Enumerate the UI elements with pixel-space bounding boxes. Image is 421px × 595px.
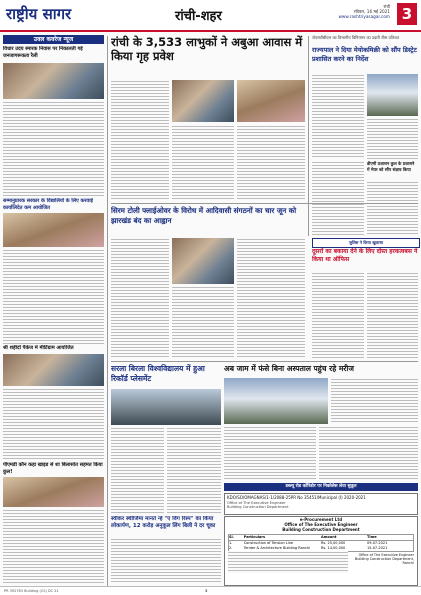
table-cell: Tender & Architecture Building Ranchi — [243, 546, 311, 551]
th-particulars: Particulars — [244, 535, 321, 541]
ad-title: Office of The Executive Engineer Building Construction Department — [227, 501, 289, 510]
lead-body-col1 — [111, 80, 169, 200]
lower-right-body-b — [224, 426, 316, 481]
date-line — [318, 4, 390, 19]
date-text: रांची रविवार, 16 मई 2021 — [353, 4, 390, 14]
column-divider — [107, 36, 108, 586]
printer-line: PR 392763 Building (CS) DC 21 — [4, 589, 59, 593]
left-story4-body — [3, 509, 104, 584]
table-cell: Rs. 14,00,000 — [320, 546, 346, 551]
section-title: रांची-शहर — [175, 9, 222, 24]
left-band: उवल कवरेज न्यूज — [3, 35, 104, 44]
lead-body-col3 — [237, 125, 305, 200]
th-sl: Sl. — [229, 535, 244, 541]
photo-university — [111, 389, 221, 425]
table-cell: 15-07-2021 — [366, 546, 388, 551]
section-rule — [111, 361, 418, 362]
middle-right-label: जुलिस ने किया खुलासा — [312, 238, 420, 248]
middle-body-col2 — [172, 286, 234, 358]
right-story2-headline: डीएमी प्रशासन कुल के प्रशासने में मेयर को सौंप संज्ञाव किया — [367, 161, 415, 172]
photo-rally — [3, 63, 104, 99]
left-story3-body — [3, 388, 104, 460]
table-cell: 09-07-2021 — [366, 541, 388, 546]
lead-headline: रांची के 3,533 लाभुकों ने अबुआ आवास में किया गृह प्रवेश — [111, 35, 303, 63]
photo-protest — [172, 238, 234, 284]
lower-bottom-headline: स्वीकर स्थीजिमा मानते न्हे "ए विंग रिस्प" का किया लोकार्पण, 12 करोड़ अनुकूल लिंग बिली ने दर चूका — [111, 516, 216, 529]
th-time: Time — [367, 535, 413, 541]
section-rule — [111, 203, 418, 204]
tender-notice — [224, 516, 418, 586]
right-story1-headline: राज्यपाल ने दिया मेयोकमिक्री को सौंप डिस्ट्रेट प्रशासित करने का निर्देश — [312, 46, 417, 63]
th-amount: Amount — [321, 535, 367, 541]
masthead — [0, 0, 421, 32]
middle-headline: सिरम टोली फ्लाईओवर के विरोध में आदिवासी संगठनों का चार जून को झारखंड बंद का आह्वान — [111, 206, 297, 225]
photo-road — [224, 378, 328, 424]
right-story2-body — [367, 181, 418, 236]
tender-ref: KDO/SO/OMAGNAS/1-1/2088-25PR No 35451/Municipal (I) 2020-2021 — [227, 495, 366, 500]
middle-body-col1 — [111, 238, 169, 358]
table-cell: 2. — [229, 546, 233, 551]
brand-logo: राष्ट्रीय सागर — [6, 5, 72, 23]
left-story3-headline: श्री शहीदों पैकेज में मीटिंग्राम आयोजित — [3, 345, 74, 351]
public-notice — [224, 493, 418, 515]
tender-body — [228, 551, 348, 573]
lower-left-body-b — [167, 427, 221, 514]
photo-group — [3, 477, 104, 507]
middle-body-col3 — [237, 238, 305, 358]
photo-governor — [367, 74, 418, 116]
middle-right-body-b — [367, 272, 418, 358]
table-cell: Construction of Tension Line — [243, 541, 294, 546]
tender-signoff: Office of The Executive Engineer Building Construction Department, Ranchi — [354, 553, 414, 566]
middle-right-headline: दूसरों का बकाया देने के लिए दोस्त हरकत्वबस ने किया था ऑफिस — [312, 248, 418, 263]
right-top-text: जेएसटीबीएल का विभागीय विनियमन का उदारी तीस प्रतिशत — [312, 35, 400, 40]
table-cell: Rs. 25,00,000 — [320, 541, 346, 546]
left-story2-body — [3, 249, 104, 344]
left-story4-headline: पीएमडी कौन कहा खाइड से शा बिलासोत सहमत किया कुल! — [3, 462, 103, 475]
lower-left-headline: सरला बिरला विश्वविद्यालय में हुआ रिकॉर्ड प्लेसमेंट — [111, 364, 205, 383]
photo-lead-1 — [172, 80, 234, 122]
footer-page-marker: 3 — [205, 589, 208, 593]
tender-table — [228, 534, 414, 552]
table-cell: 1. — [229, 541, 233, 546]
photo-event — [3, 213, 104, 247]
lower-right-body-a — [331, 378, 418, 424]
footer — [0, 586, 421, 595]
column-divider — [308, 36, 309, 236]
lower-right-headline: अब जाम में फंसे बिना अस्पताल पहुंच रहे मरीज — [224, 364, 354, 373]
lead-body-col2 — [172, 125, 234, 200]
tender-title: e-Procurement Ltd Office of The Executive Engineer Building Construction Department — [282, 517, 360, 532]
website-text: www.rashtriyasagar.com — [338, 14, 390, 19]
page-number-badge: 3 — [397, 3, 417, 25]
left-story1-body — [3, 101, 104, 196]
left-story2-headline: सम्मानुप्रारक सरकार के विद्यालियों के लिए करवाई कार्यालिदेत कम आयोजित — [3, 198, 93, 211]
left-story1-headline: विधार उदय स्मारक निवास पर निकालती गई जनजागरूकता रैली — [3, 46, 83, 59]
right-story1-body-b — [367, 118, 418, 159]
lower-left-body-a — [111, 427, 164, 514]
strip-band: डब्ल्यू रोड कॉरिडोर पर निकोलेस लेवा सुकूत — [224, 483, 418, 491]
lower-bottom-body — [111, 538, 221, 584]
photo-lead-2 — [237, 80, 305, 122]
photo-meeting — [3, 354, 104, 386]
right-story1-body-c — [312, 161, 364, 236]
lower-right-body-c — [319, 426, 418, 481]
right-story1-body-a — [312, 74, 364, 159]
middle-right-body-a — [312, 272, 364, 358]
